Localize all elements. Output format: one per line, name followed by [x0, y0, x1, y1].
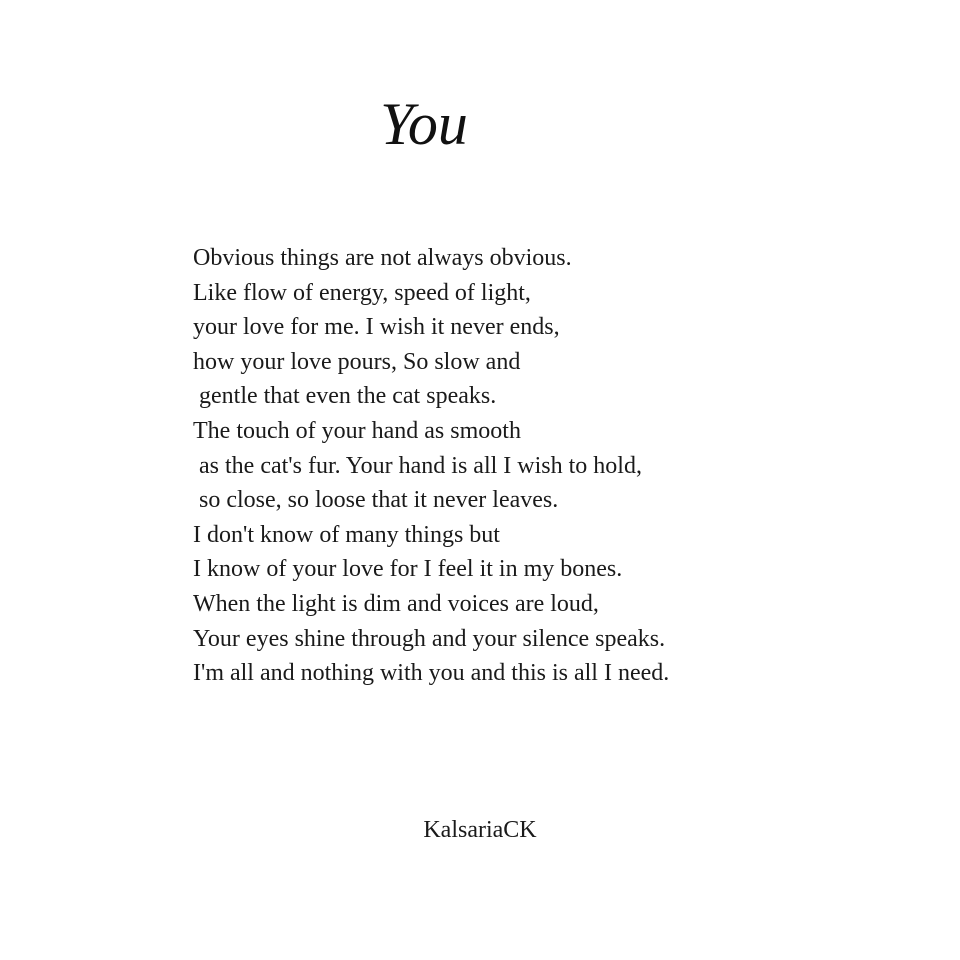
poem-line: as the cat's fur. Your hand is all I wish to hold,	[193, 452, 642, 479]
poem-line: Like flow of energy, speed of light,	[193, 279, 531, 306]
poem-line: Your eyes shine through and your silence speaks.	[193, 625, 666, 652]
poem-line: your love for me. I wish it never ends,	[193, 314, 560, 341]
author-signature: KalsariaCK	[423, 817, 537, 843]
poem-title: You	[380, 91, 468, 157]
poem-line: I'm all and nothing with you and this is all I need.	[193, 660, 670, 687]
poem-line: gentle that even the cat speaks.	[193, 383, 497, 410]
poem-line: The touch of your hand as smooth	[193, 417, 521, 444]
poem-line: I know of your love for I feel it in my bones.	[193, 556, 623, 583]
poem-line: how your love pours, So slow and	[193, 348, 521, 375]
poem-line: I don't know of many things but	[193, 521, 500, 548]
poem-line: Obvious things are not always obvious.	[193, 245, 572, 271]
poem-line: so close, so loose that it never leaves.	[193, 487, 559, 514]
poem-body	[193, 241, 669, 691]
poem-line: When the light is dim and voices are loud,	[193, 590, 599, 617]
